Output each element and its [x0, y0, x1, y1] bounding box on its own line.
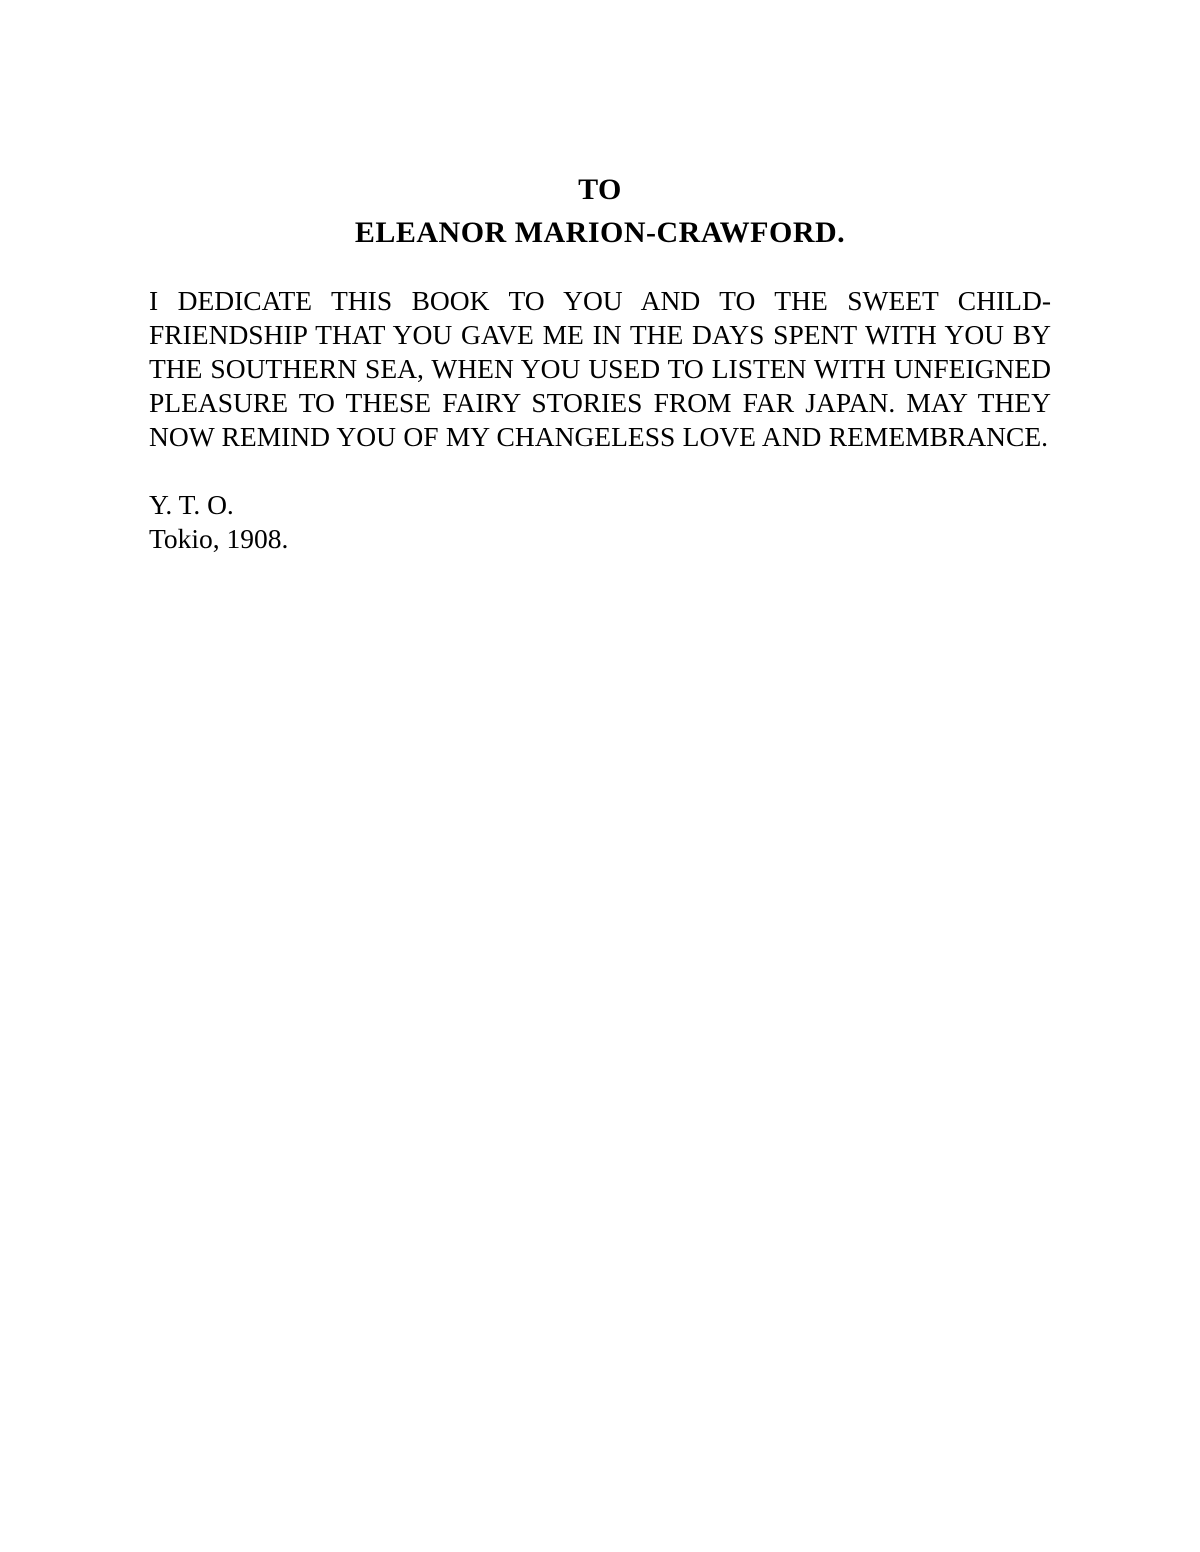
dedication-heading-line-2: ELEANOR MARION-CRAWFORD.: [354, 216, 846, 249]
dedication-heading-line-1: TO: [578, 173, 622, 206]
signature-initials: Y. T. O.: [149, 489, 234, 520]
signature-place-date: Tokio, 1908.: [149, 523, 289, 554]
page-title: [149, 168, 1051, 254]
dedication-paragraph: I DEDICATE THIS BOOK TO YOU AND TO THE SWEET CHILD-FRIENDSHIP THAT YOU GAVE ME IN THE DAYS SPENT WITH YOU BY THE SOUTHERN SEA, WHEN YOU USED TO LISTEN WITH UNFEIGNED PLEASURE TO THESE FAIRY STORIES FROM FAR JAPAN. MAY THEY NOW REMIND YOU OF MY CHANGELESS LOVE AND REMEMBRANCE.: [149, 285, 1051, 452]
dedication-block: [149, 168, 1051, 556]
signature-block: [149, 488, 1051, 556]
